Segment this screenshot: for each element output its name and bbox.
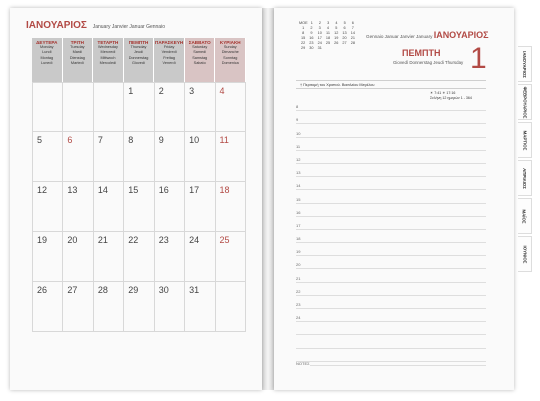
week-row bbox=[32, 82, 246, 132]
hour-label bbox=[296, 347, 306, 348]
hour-line[interactable] bbox=[296, 269, 486, 282]
weekday-translation: Friday bbox=[163, 45, 175, 49]
mini-calendar-day: 23 bbox=[309, 41, 314, 45]
mini-calendar-day bbox=[332, 46, 340, 51]
week-row bbox=[32, 282, 246, 332]
mini-calendar-day: 28 bbox=[350, 41, 355, 45]
mini-calendar bbox=[299, 21, 357, 51]
day-view-page bbox=[274, 8, 528, 390]
weekday-translation: Dimanche bbox=[221, 50, 239, 55]
day-cell[interactable]: 13 bbox=[62, 182, 92, 231]
hour-line[interactable] bbox=[296, 151, 486, 164]
weekday-translation: Donnerstag bbox=[128, 55, 149, 60]
weekday-header-cell bbox=[154, 38, 185, 82]
day-cell[interactable]: 15 bbox=[123, 182, 153, 231]
day-cell[interactable]: 29 bbox=[123, 282, 153, 331]
mini-calendar-day: 21 bbox=[350, 36, 355, 40]
weekday-translation: Jeudi bbox=[133, 50, 144, 55]
weekday-translation: Sonntag bbox=[223, 55, 238, 60]
weekday-name: ΚΥΡΙΑΚΗ bbox=[219, 40, 241, 45]
mini-calendar-day: 30 bbox=[309, 46, 314, 50]
weekday-translation: Montag bbox=[40, 55, 54, 60]
hour-line[interactable] bbox=[296, 124, 486, 137]
month-subtitle: January Janvier Januar Gennaio bbox=[92, 24, 165, 30]
hourly-lines bbox=[296, 98, 486, 362]
mini-calendar-day: 31 bbox=[317, 46, 322, 50]
day-cell[interactable]: 21 bbox=[93, 232, 123, 281]
mini-calendar-day: 12 bbox=[334, 31, 339, 35]
notes-label: ΝΟΤΕΣ bbox=[296, 361, 310, 366]
month-tab-label: ΜΑΡΤΙΟΣ bbox=[522, 130, 527, 150]
mini-calendar-day: 25 bbox=[325, 41, 331, 45]
saint-note bbox=[296, 80, 486, 89]
day-cell[interactable] bbox=[62, 83, 92, 131]
mini-calendar-day: 6 bbox=[351, 21, 354, 25]
day-cell[interactable]: 16 bbox=[154, 182, 184, 231]
month-view-page bbox=[10, 8, 262, 390]
month-tab-label: ΙΑΝΟΥΑΡΙΟΣ bbox=[522, 50, 528, 78]
hour-line[interactable] bbox=[296, 164, 486, 177]
weekday-header-cell bbox=[32, 38, 63, 82]
day-cell[interactable] bbox=[215, 282, 246, 331]
mini-calendar-day: 20 bbox=[342, 36, 347, 40]
mini-calendar-day: 15 bbox=[301, 36, 306, 40]
day-cell[interactable]: 14 bbox=[93, 182, 123, 231]
mini-calendar-day: 26 bbox=[334, 41, 339, 45]
month-tab-label: ΜΑΪΟΣ bbox=[522, 208, 528, 224]
hour-line[interactable] bbox=[296, 296, 486, 309]
weekday-translation: Domenica bbox=[221, 61, 239, 66]
date-line-text: Gennaio Januar Janvier January bbox=[366, 34, 433, 39]
mini-calendar-day bbox=[349, 46, 357, 51]
weekday-header-cell bbox=[124, 38, 155, 82]
month-tab-label: ΑΠΡΙΛΙΟΣ bbox=[522, 167, 528, 189]
day-cell[interactable]: 6 bbox=[62, 132, 92, 181]
hour-line[interactable] bbox=[296, 283, 486, 296]
day-cell[interactable]: 22 bbox=[123, 232, 153, 281]
hour-label: 20 bbox=[296, 262, 301, 268]
day-cell[interactable]: 2 bbox=[154, 83, 184, 131]
mini-calendar-day: 5 bbox=[343, 21, 346, 25]
day-cell[interactable]: 20 bbox=[62, 232, 92, 281]
month-grid bbox=[32, 38, 246, 332]
hour-label: 14 bbox=[296, 183, 301, 189]
weekday-translation: Tuesday bbox=[70, 45, 85, 49]
mini-calendar-day: 3 bbox=[327, 21, 330, 25]
hour-line[interactable] bbox=[296, 349, 486, 362]
hour-label: 9 bbox=[296, 117, 299, 123]
date-line-month: ΙΑΝΟΥΑΡΙΟΣ bbox=[433, 30, 489, 40]
day-cell[interactable]: 11 bbox=[215, 132, 246, 181]
weekday-translation: Mercredi bbox=[100, 50, 116, 55]
day-cell[interactable]: 9 bbox=[154, 132, 184, 181]
month-tab-label: ΙΟΥΝΙΟΣ bbox=[522, 245, 528, 263]
day-cell[interactable]: 23 bbox=[154, 232, 184, 281]
month-tab[interactable] bbox=[518, 236, 532, 272]
week-row bbox=[32, 232, 246, 282]
hour-line[interactable] bbox=[296, 230, 486, 243]
hour-label: 11 bbox=[296, 143, 301, 149]
mini-calendar-day: 9 bbox=[310, 31, 313, 35]
day-cell[interactable]: 25 bbox=[215, 232, 246, 281]
weekday-translation: Monday bbox=[40, 45, 54, 49]
hour-label: 17 bbox=[296, 222, 301, 228]
hour-line[interactable] bbox=[296, 98, 486, 111]
mini-calendar-day: 1 bbox=[310, 21, 313, 25]
hour-label: 16 bbox=[296, 209, 301, 215]
weekday-name: ΠΕΜΠΤΗ bbox=[128, 40, 149, 45]
mini-calendar-day: 2 bbox=[310, 26, 313, 30]
day-number: 1 bbox=[470, 42, 487, 75]
hour-label: 15 bbox=[296, 196, 301, 202]
day-cell[interactable]: 10 bbox=[184, 132, 214, 181]
mini-calendar-day: 7 bbox=[351, 26, 354, 30]
mini-calendar-day bbox=[340, 46, 348, 51]
mini-calendar-day: 29 bbox=[301, 46, 306, 50]
weekday-header-cell bbox=[93, 38, 124, 82]
day-cell[interactable]: 28 bbox=[93, 282, 123, 331]
day-cell[interactable]: 3 bbox=[184, 83, 214, 131]
weekday-translation: Sunday bbox=[223, 45, 237, 49]
week-row bbox=[32, 132, 246, 182]
mini-calendar-row bbox=[299, 46, 357, 51]
notes-line bbox=[310, 365, 486, 366]
day-cell[interactable]: 8 bbox=[123, 132, 153, 181]
week-rows bbox=[32, 82, 246, 332]
weekday-translation: Giovedì bbox=[131, 61, 146, 66]
mini-calendar-day bbox=[324, 46, 332, 51]
weekday-translation: Mercoledì bbox=[99, 61, 117, 66]
weekday-translation: Martedì bbox=[70, 61, 84, 66]
sun-times: ☀ 7:41 ☀ 17:16 bbox=[430, 91, 456, 95]
mini-calendar-day: 4 bbox=[326, 26, 330, 30]
hour-label: 19 bbox=[296, 249, 301, 255]
mini-calendar-day: 11 bbox=[326, 31, 330, 35]
week-row bbox=[32, 182, 246, 232]
day-cell[interactable]: 5 bbox=[32, 132, 62, 181]
saint-note-text: † Περιτομή του Χριστού. Βασιλείου Μεγάλου bbox=[300, 83, 375, 87]
month-tab[interactable] bbox=[518, 84, 532, 120]
mini-calendar-day: 19 bbox=[334, 36, 339, 40]
day-cell[interactable]: 4 bbox=[215, 83, 246, 131]
date-line bbox=[366, 30, 489, 40]
weekday-translation: Lundi bbox=[42, 50, 52, 55]
weekday-name: ΣΑΒΒΑΤΟ bbox=[188, 40, 211, 45]
mini-calendar-day: 1 bbox=[302, 26, 305, 30]
weekday-name: ΤΡΙΤΗ bbox=[70, 40, 84, 45]
book-spine bbox=[262, 8, 274, 390]
weekday-translation: Samedi bbox=[193, 50, 207, 55]
day-cell[interactable]: 1 bbox=[123, 83, 153, 131]
day-cell[interactable] bbox=[32, 83, 62, 131]
mini-calendar-day: 22 bbox=[301, 41, 306, 45]
weekday-name: ΔΕΥΤΕΡΑ bbox=[36, 40, 58, 45]
day-cell[interactable]: 19 bbox=[32, 232, 62, 281]
day-cell[interactable]: 12 bbox=[32, 182, 62, 231]
day-cell[interactable]: 27 bbox=[62, 282, 92, 331]
weekday-translation: Dienstag bbox=[69, 55, 85, 60]
weekday-translation: Saturday bbox=[192, 45, 208, 49]
hour-line[interactable] bbox=[296, 177, 486, 190]
hour-line[interactable] bbox=[296, 217, 486, 230]
mini-calendar-day: 24 bbox=[317, 41, 322, 45]
moon-info: Σελήνη 12 ημερών 1 - 364 bbox=[430, 96, 472, 100]
day-cell[interactable]: 24 bbox=[184, 232, 214, 281]
day-cell[interactable] bbox=[93, 83, 123, 131]
month-tab[interactable] bbox=[518, 160, 532, 196]
weekday-translation: Thursday bbox=[130, 45, 147, 49]
month-tab-label: ΦΕΒΡΟΥΑΡΙΟΣ bbox=[522, 86, 528, 118]
weekday-translation: Sabato bbox=[193, 61, 206, 66]
hour-line[interactable] bbox=[296, 204, 486, 217]
hour-line[interactable] bbox=[296, 111, 486, 124]
hour-label: 22 bbox=[296, 288, 301, 294]
hour-label bbox=[296, 333, 306, 334]
weekday-translation: Mittwoch bbox=[100, 55, 116, 60]
weekday-name: ΤΕΤΑΡΤΗ bbox=[97, 40, 119, 45]
month-title bbox=[26, 20, 165, 31]
weekday-header-cell bbox=[185, 38, 216, 82]
month-name: ΙΑΝΟΥΑΡΙΟΣ bbox=[26, 20, 87, 31]
hour-label: 12 bbox=[296, 156, 301, 162]
weekday-translation: Vendredi bbox=[161, 50, 177, 55]
day-name: ΠΕΜΠΤΗ bbox=[402, 48, 441, 58]
day-cell[interactable]: 26 bbox=[32, 282, 62, 331]
mini-calendar-day: 27 bbox=[342, 41, 347, 45]
hour-label: 23 bbox=[296, 302, 301, 307]
mini-calendar-day: 10 bbox=[317, 31, 322, 35]
hour-label: 10 bbox=[296, 130, 301, 136]
hour-line[interactable] bbox=[296, 138, 486, 151]
weekday-translation: Wednesday bbox=[97, 45, 118, 49]
mini-calendar-day: 16 bbox=[309, 36, 314, 40]
hour-label: 8 bbox=[296, 104, 299, 110]
weekday-header-cell bbox=[63, 38, 94, 82]
mini-calendar-day: 6 bbox=[343, 26, 346, 30]
weekday-translation: Freitag bbox=[163, 55, 176, 60]
day-cell[interactable]: 7 bbox=[93, 132, 123, 181]
mini-calendar-day: 18 bbox=[325, 36, 331, 40]
hour-line[interactable] bbox=[296, 335, 486, 348]
hour-label: 13 bbox=[296, 170, 301, 176]
mini-calendar-day: 14 bbox=[350, 31, 355, 35]
day-subtitle: Giovedì Donnerstag Jeudi Thursday bbox=[393, 60, 464, 65]
hour-label: 21 bbox=[296, 275, 301, 281]
mini-calendar-day: 8 bbox=[302, 31, 305, 35]
weekday-header bbox=[32, 38, 246, 82]
mini-calendar-day: 13 bbox=[342, 31, 347, 35]
mini-calendar-day: 5 bbox=[335, 26, 338, 30]
weekday-translation: Lunedì bbox=[40, 61, 53, 66]
day-cell[interactable]: 17 bbox=[184, 182, 214, 231]
day-cell[interactable]: 30 bbox=[154, 282, 184, 331]
month-tab[interactable] bbox=[518, 46, 532, 82]
mini-calendar-day: 17 bbox=[317, 36, 322, 40]
weekday-translation: Venerdì bbox=[162, 61, 176, 66]
weekday-header-cell bbox=[215, 38, 246, 82]
day-cell[interactable]: 18 bbox=[215, 182, 246, 231]
hour-label: 18 bbox=[296, 236, 301, 242]
hour-line[interactable] bbox=[296, 243, 486, 256]
weekday-name: ΠΑΡΑΣΚΕΥΗ bbox=[155, 40, 184, 45]
month-tab[interactable] bbox=[518, 198, 532, 234]
hour-line[interactable] bbox=[296, 190, 486, 203]
hour-line[interactable] bbox=[296, 322, 486, 335]
hour-line[interactable] bbox=[296, 309, 486, 322]
mini-calendar-day: 4 bbox=[335, 21, 338, 25]
day-cell[interactable]: 31 bbox=[184, 282, 214, 331]
weekday-translation: Samstag bbox=[192, 55, 208, 60]
month-tab[interactable] bbox=[518, 122, 532, 158]
hour-line[interactable] bbox=[296, 256, 486, 269]
weekday-translation: Mardi bbox=[72, 50, 83, 55]
mini-calendar-day: 3 bbox=[318, 26, 321, 30]
mini-calendar-day: 2 bbox=[318, 21, 322, 25]
hour-label: 24 bbox=[296, 315, 301, 321]
mini-calendar-day: ΜΟΕ bbox=[299, 21, 308, 25]
